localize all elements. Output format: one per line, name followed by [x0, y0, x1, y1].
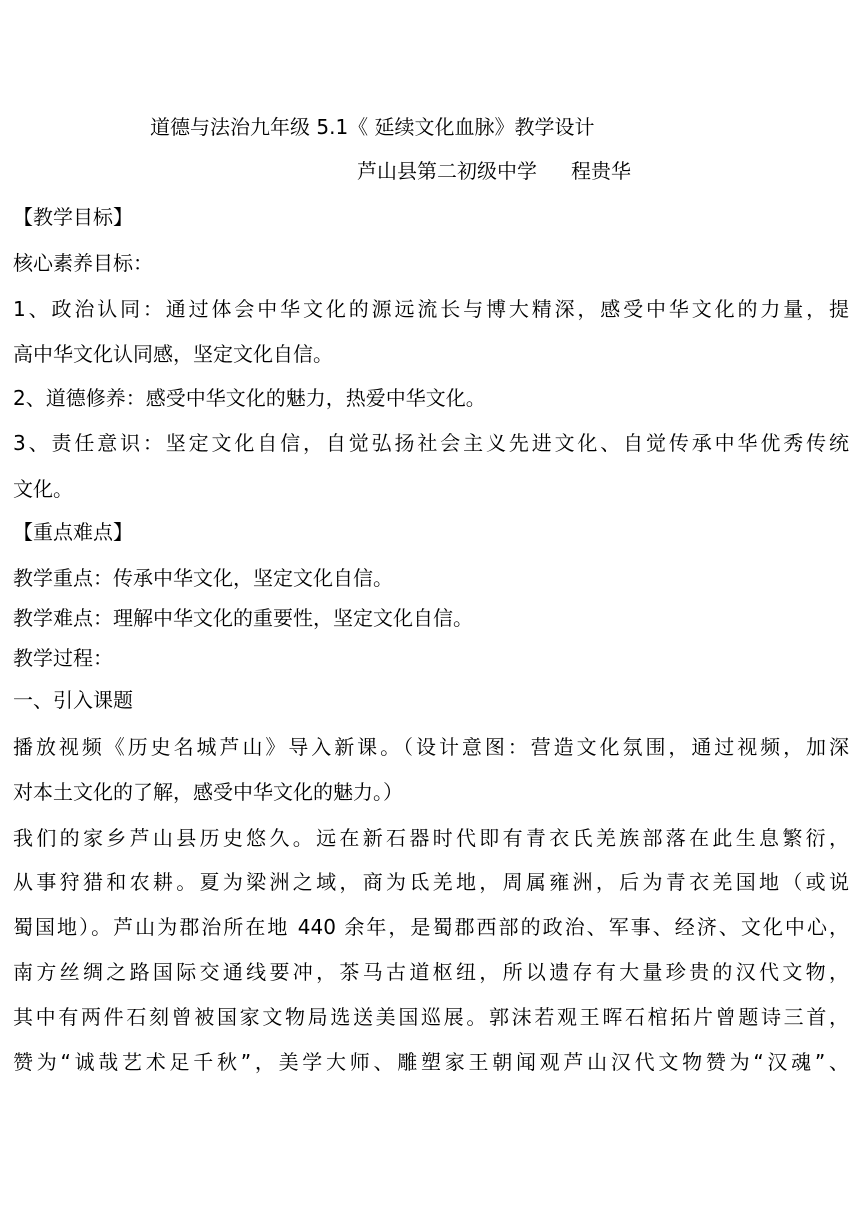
- paragraph-line: 教学重点：传承中华文化，坚定文化自信。: [13, 566, 393, 590]
- paragraph-line: 1、政治认同：通过体会中华文化的源远流长与博大精深，感受中华文化的力量，提: [13, 297, 849, 321]
- section-heading-key-points: 【重点难点】: [13, 520, 133, 544]
- paragraph-line: 核心素养目标：: [13, 251, 153, 275]
- paragraph-line: 播放视频《历史名城芦山》导入新课。（设计意图：营造文化氛围，通过视频，加深: [13, 735, 849, 759]
- paragraph-line: 赞为“诚哉艺术足千秋”，美学大师、雕塑家王朝闻观芦山汉代文物赞为“汉魂”、: [13, 1050, 849, 1074]
- paragraph-line: 蜀国地）。芦山为郡治所在地 440 余年，是蜀郡西部的政治、军事、经济、文化中心，: [13, 915, 849, 939]
- paragraph-line: 对本土文化的了解，感受中华文化的魅力。）: [13, 780, 403, 804]
- document-title: 道德与法治九年级 5.1《 延续文化血脉》教学设计: [150, 115, 595, 139]
- section-heading-objectives: 【教学目标】: [13, 205, 133, 229]
- author-name: 程贵华: [571, 159, 631, 183]
- paragraph-line: 文化。: [13, 477, 73, 501]
- paragraph-line: 教学过程：: [13, 646, 113, 670]
- paragraph-line: 我们的家乡芦山县历史悠久。远在新石器时代即有青衣氏羌族部落在此生息繁衍，: [13, 826, 849, 850]
- paragraph-line: 2、道德修养：感受中华文化的魅力，热爱中华文化。: [13, 386, 486, 410]
- author-line: [357, 158, 631, 184]
- paragraph-line: 其中有两件石刻曾被国家文物局选送美国巡展。郭沫若观王晖石棺拓片曾题诗三首，: [13, 1005, 849, 1029]
- paragraph-line: 南方丝绸之路国际交通线要冲，茶马古道枢纽，所以遗存有大量珍贵的汉代文物，: [13, 960, 849, 984]
- paragraph-line: 教学难点：理解中华文化的重要性，坚定文化自信。: [13, 606, 473, 630]
- paragraph-line: 3、责任意识：坚定文化自信，自觉弘扬社会主义先进文化、自觉传承中华优秀传统: [13, 431, 849, 455]
- section-heading-introduction: 一、引入课题: [13, 688, 133, 712]
- paragraph-line: 高中华文化认同感，坚定文化自信。: [13, 342, 333, 366]
- paragraph-line: 从事狩猎和农耕。夏为梁洲之域，商为氐羌地，周属雍洲，后为青衣羌国地（或说: [13, 870, 849, 894]
- school-name: 芦山县第二初级中学: [357, 159, 537, 183]
